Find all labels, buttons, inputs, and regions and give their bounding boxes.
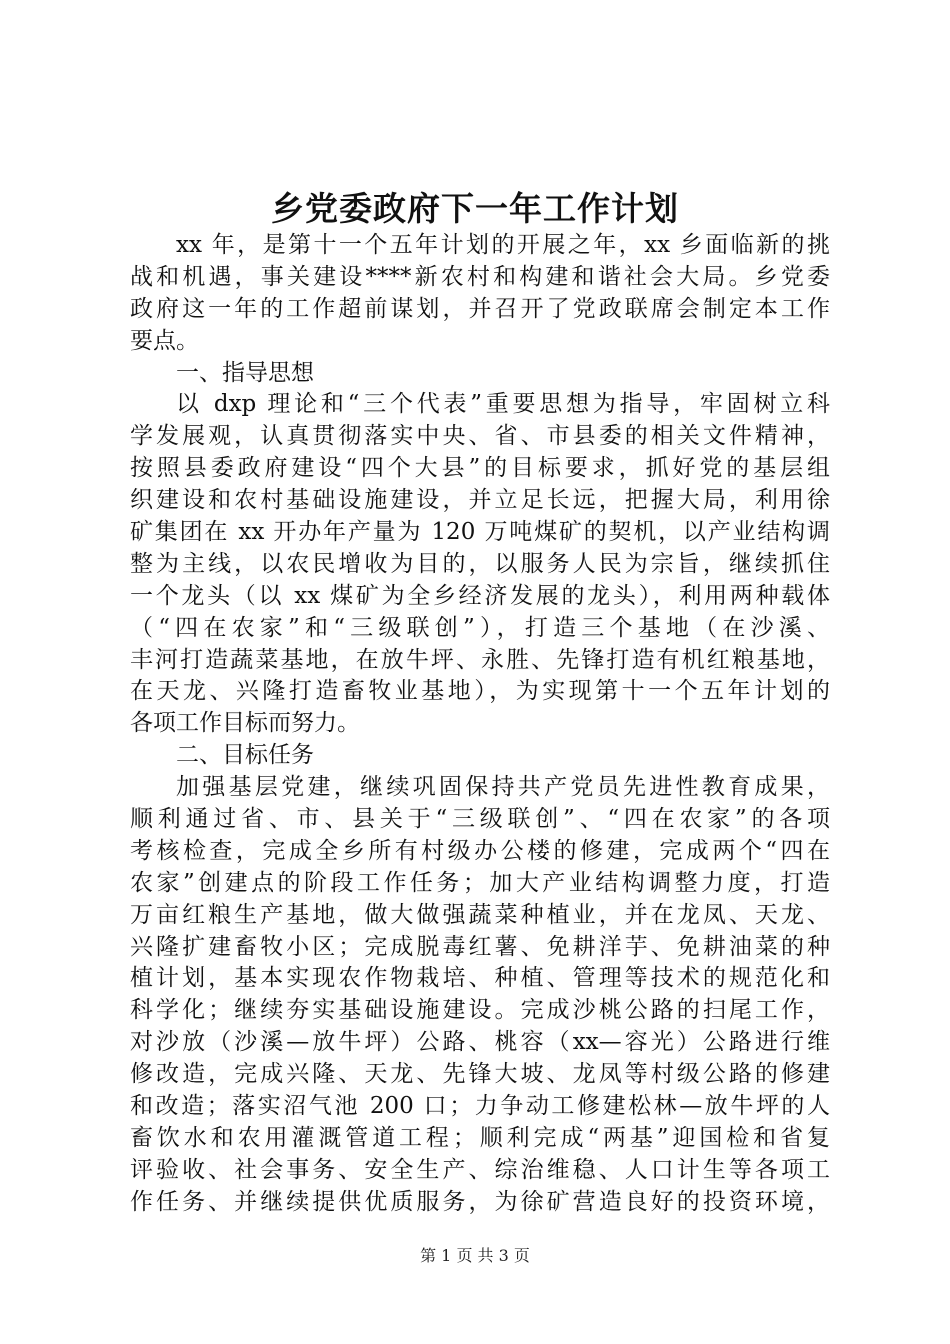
- text-line: 科学化；继续夯实基础设施建设。完成沙桃公路的扫尾工作，: [130, 997, 830, 1024]
- text-line: 万亩红粮生产基地，做大做强蔬菜种植业，并在龙凤、天龙、: [130, 901, 830, 928]
- text-line: 在天龙、兴隆打造畜牧业基地），为实现第十一个五年计划的: [130, 678, 830, 705]
- text-line: 和改造；落实沼气池 200 口；力争动工修建松林—放牛坪的人: [130, 1093, 830, 1120]
- text-line: 丰河打造蔬菜基地，在放牛坪、永胜、先锋打造有机红粮基地，: [130, 646, 830, 673]
- text-line: 评验收、社会事务、安全生产、综治维稳、人口计生等各项工: [130, 1156, 830, 1183]
- text-line: 矿集团在 xx 开办年产量为 120 万吨煤矿的契机，以产业结构调: [130, 519, 830, 546]
- text-line: 各项工作目标而努力。: [130, 710, 360, 737]
- text-line: 加强基层党建，继续巩固保持共产党员先进性教育成果，: [176, 774, 830, 801]
- text-line: 要点。: [130, 327, 199, 354]
- text-line: 整为主线，以农民增收为目的，以服务人民为宗旨，继续抓住: [130, 550, 830, 577]
- text-line: 作任务、并继续提供优质服务，为徐矿营造良好的投资环境，: [130, 1188, 830, 1215]
- text-line: 战和机遇，事关建设****新农村和构建和谐社会大局。乡党委: [130, 263, 830, 290]
- text-line: xx 年，是第十一个五年计划的开展之年，xx 乡面临新的挑: [176, 232, 830, 258]
- document-title: 乡党委政府下一年工作计划: [271, 189, 679, 228]
- text-line: 畜饮水和农用灌溉管道工程；顺利完成“两基”迎国检和省复: [130, 1124, 830, 1151]
- section-heading-1: 一、指导思想: [176, 359, 314, 386]
- text-line: 对沙放（沙溪—放牛坪）公路、桃容（xx—容光）公路进行维: [130, 1029, 830, 1056]
- text-line: 一个龙头（以 xx 煤矿为全乡经济发展的龙头），利用两种载体: [130, 582, 830, 609]
- text-line: 以 dxp 理论和“三个代表”重要思想为指导，牢固树立科: [176, 391, 830, 418]
- text-line: 兴隆扩建畜牧小区；完成脱毒红薯、免耕洋芋、免耕油菜的种: [130, 933, 830, 960]
- text-line: 植计划，基本实现农作物栽培、种植、管理等技术的规范化和: [130, 965, 830, 992]
- text-line: 顺利通过省、市、县关于“三级联创”、“四在农家”的各项: [130, 806, 830, 833]
- document-body: [130, 230, 830, 1219]
- text-line: （“四在农家”和“三级联创”），打造三个基地（在沙溪、: [130, 614, 830, 641]
- text-line: 修改造，完成兴隆、天龙、先锋大坡、龙凤等村级公路的修建: [130, 1061, 830, 1088]
- text-line: 农家”创建点的阶段工作任务；加大产业结构调整力度，打造: [130, 869, 830, 896]
- text-line: 按照县委政府建设“四个大县”的目标要求，抓好党的基层组: [130, 455, 830, 482]
- text-line: 政府这一年的工作超前谋划，并召开了党政联席会制定本工作: [130, 295, 830, 322]
- page-number-footer: 第 1 页 共 3 页: [420, 1246, 530, 1265]
- section-heading-2: 二、目标任务: [176, 742, 314, 769]
- text-line: 学发展观，认真贯彻落实中央、省、市县委的相关文件精神，: [130, 423, 830, 450]
- text-line: 织建设和农村基础设施建设，并立足长远，把握大局，利用徐: [130, 487, 830, 514]
- text-line: 考核检查，完成全乡所有村级办公楼的修建，完成两个“四在: [130, 837, 830, 864]
